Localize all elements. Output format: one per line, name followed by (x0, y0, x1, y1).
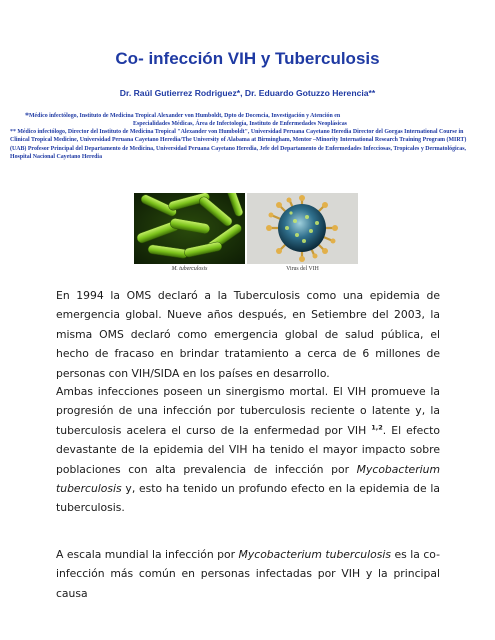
species-name: Mycobacterium tuberculosis (238, 548, 392, 561)
paragraph-3-text-a: A escala mundial la infección por (56, 548, 239, 561)
bacteria-illustration (134, 193, 245, 264)
figure-caption-hiv: Virus del VIH (286, 266, 319, 272)
affiliation-1-line2: Especialidades Médicas, Área de Infectología, Instituto de Enfermedades Neoplásicas (133, 121, 347, 128)
hiv-virus-image (247, 193, 358, 264)
paragraph-1: En 1994 la OMS declaró a la Tuberculosis como una epidemia de emergencia global. Nueve años después, en Setiembre del 2003, la misma OMS declaró como emergencia global de salud pública, el hecho de fracaso en brindar tratamiento a cerca de 6 millones de personas con VIH/SIDA en los países en desarrollo. (56, 289, 440, 380)
virus-illustration (247, 193, 358, 264)
species-name: Mycobacterium tuberculosis (56, 462, 440, 496)
figure-caption-tuberculosis: M. tuberculosis (171, 266, 208, 272)
paragraph-2-text-b: . El efecto devastante de la epidemia del VIH ha tenido el mayor impacto sobre poblaciones con alta prevalencia de infección por (56, 423, 440, 476)
citation-ref: 1,2 (371, 423, 383, 432)
tuberculosis-image (134, 193, 245, 264)
paragraph-3 (56, 545, 440, 603)
affiliation-1-line1: Médico infectólogo, Instituto de Medicina Tropical Alexander von Humboldt, Dpto de Docencia, Investigación y Atención en (29, 113, 341, 119)
page-title: Co- infección VIH y Tuberculosis (115, 49, 380, 68)
paragraph-3-text-b: es la co-infección más común en personas infectadas por VIH y la principal causa (56, 548, 440, 600)
affiliation-2: ** Médico infectólogo, Director del Instituto de Medicina Tropical "Alexander von Humboldt", Universidad Peruana Cayetano Heredia Director del Gorgas International Course in Clinical Tropical Medicine, Universidad Peruana Cayetano Heredia/The University of Alabama at Birmingham, Mentor –Minority International Research Training Program (MIRT) (UAB) Profesor Principal del Departamento de Medicina, Universidad Peruana Cayetano Heredia, Jefe del Departamento de Enfermedades Infecciosas, Tropicales y Dermatológicas, Hospital Nacional Cayetano Heredia (10, 129, 467, 160)
paragraph-2-text-a: Ambas infecciones poseen un sinergismo mortal. El VIH promueve la progresión de una infección por tuberculosis reciente o latente y, la tuberculosis acelera el curso de la enfermedad por VIH (56, 385, 440, 437)
affiliation-1-marker: * (25, 111, 29, 120)
paragraph-2-text-c: y, esto ha tenido un profundo efecto en la epidemia de la tuberculosis. (56, 482, 440, 515)
paragraph-2 (56, 382, 440, 518)
authors-line: Dr. Raúl Gutierrez Rodriguez*, Dr. Eduardo Gotuzzo Herencia** (119, 88, 376, 98)
affiliation-1 (25, 111, 465, 129)
